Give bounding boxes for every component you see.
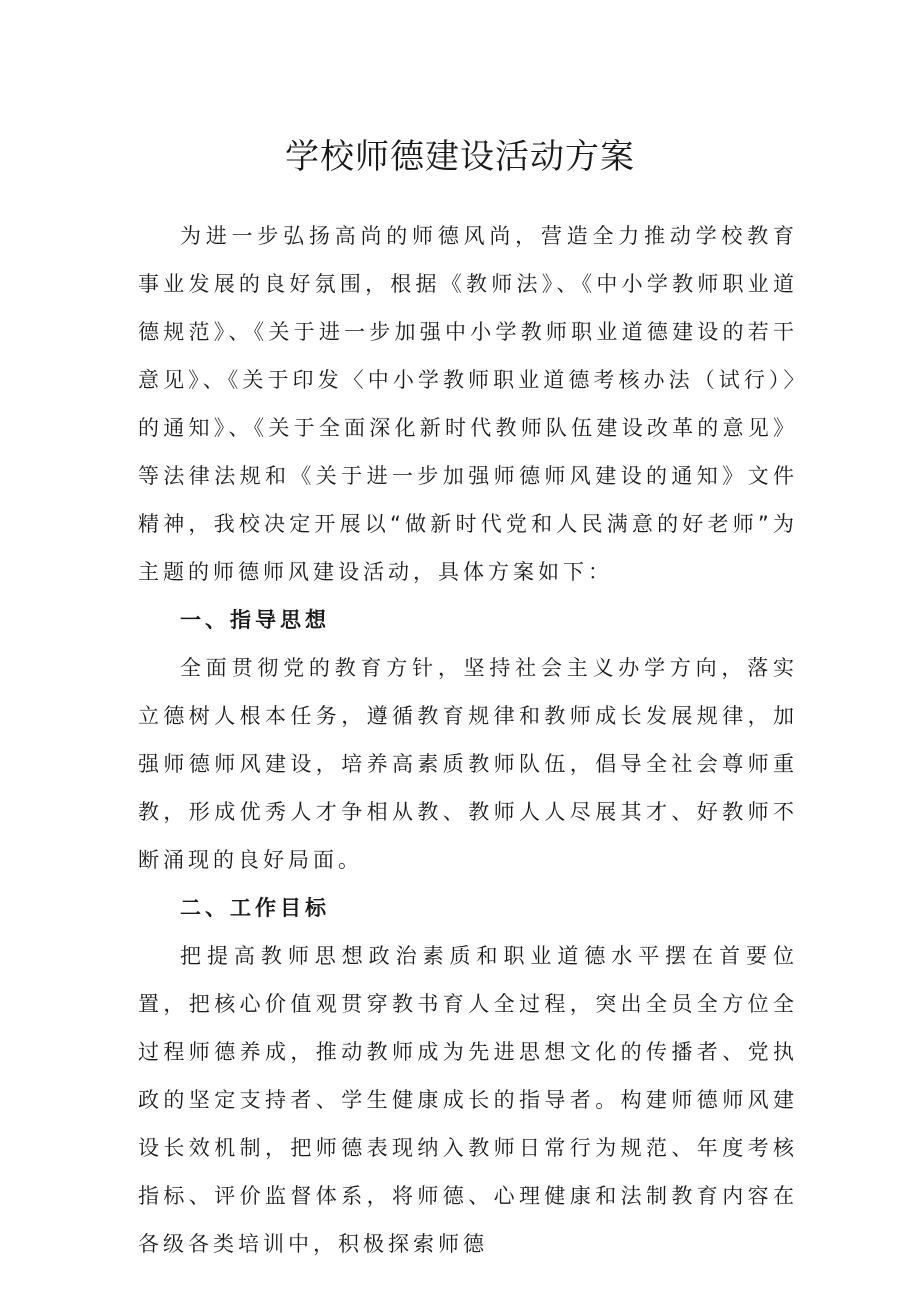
- document-title: 学校师德建设活动方案: [285, 137, 635, 177]
- document-body: [138, 212, 798, 1268]
- section-paragraph-work-goals: 把提高教师思想政治素质和职业道德水平摆在首要位置，把核心价值观贯穿教书育人全过程，突出全员全方位全过程师德养成，推动教师成为先进思想文化的传播者、党执政的坚定支持者、学生健康成长的指导者。构建师德师风建设长效机制，把师德表现纳入教师日常行为规范、年度考核指标、评价监督体系，将师德、心理健康和法制教育内容在各级各类培训中，积极探索师德: [138, 944, 798, 1256]
- intro-paragraph: 为进一步弘扬高尚的师德风尚，营造全力推动学校教育事业发展的良好氛围，根据《教师法》、《中小学教师职业道德规范》、《关于进一步加强中小学教师职业道德建设的若干意见》、《关于印发〈中小学教师职业道德考核办法（试行）〉的通知》、《关于全面深化新时代教师队伍建设改革的意见》等法律法规和《关于进一步加强师德师风建设的通知》文件精神，我校决定开展以“做新时代党和人民满意的好老师”为主题的师德师风建设活动，具体方案如下：: [138, 224, 798, 584]
- section-heading-guiding-thought: 一、指导思想: [180, 608, 330, 632]
- section-paragraph-guiding-thought: 全面贯彻党的教育方针，坚持社会主义办学方向，落实立德树人根本任务，遵循教育规律和教师成长发展规律，加强师德师风建设，培养高素质教师队伍，倡导全社会尊师重教，形成优秀人才争相从教、教师人人尽展其才、好教师不断涌现的良好局面。: [138, 656, 798, 872]
- section-heading-work-goals: 二、工作目标: [180, 896, 330, 920]
